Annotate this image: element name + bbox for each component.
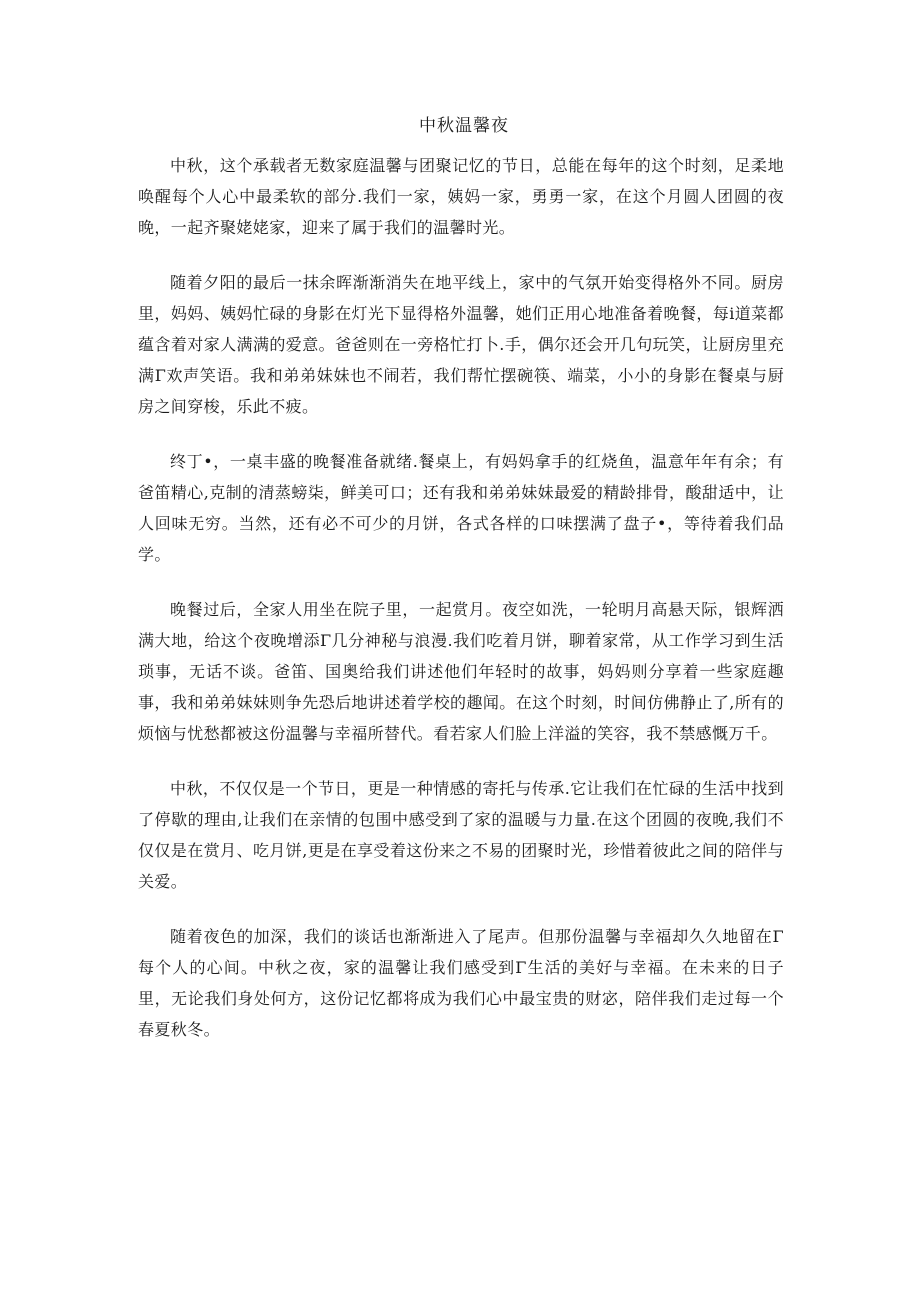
document-title: 中秋温馨夜 [419, 116, 509, 136]
paragraph-3: 终丁•，一桌丰盛的晚餐准备就绪.餐桌上，有妈妈拿手的红烧鱼，温意年年有余；有爸笛精心,克制的清蒸螃柒，鲜美可口；还有我和弟弟妹妹最爱的精龄排骨，酸甜适中，让人回味无穷。当然，还有必不可少的月饼，各式各样的口味摆满了盘子•，等待着我们品学。 [138, 452, 784, 564]
paragraph-2: 随着夕阳的最后一抹余晖渐渐消失在地平线上，家中的气氛开始变得格外不同。厨房里，妈妈、姨妈忙碌的身影在灯光下显得格外温馨，她们正用心地准备着晚餐，每i道菜都蕴含着对家人满满的爱意。爸爸则在一旁格忙打卜.手，偶尔还会开几句玩笑，让厨房里充满Γ欢声笑语。我和弟弟妹妹也不闹若，我们帮忙摆碗筷、端菜，小小的身影在餐桌与厨房之间穿梭，乐此不疲。 [138, 273, 784, 416]
paragraph-6: 随着夜色的加深，我们的谈话也渐渐进入了尾声。但那份温馨与幸福却久久地留在Γ每个人的心间。中秋之夜，家的温馨让我们感受到Γ生活的美好与幸福。在未来的日子里，无论我们身处何方，这份记忆都将成为我们心中最宝贵的财宓，陪伴我们走过每一个春夏秋冬。 [138, 927, 784, 1039]
document-body [138, 150, 784, 1069]
paragraph-1: 中秋，这个承载者无数家庭温馨与团聚记忆的节日，总能在每年的这个时刻，足柔地唤醒每个人心中最柔软的部分.我们一家，姨妈一家，勇勇一家，在这个月圆人团圆的夜晚，一起齐聚姥姥家，迎来了属于我们的温馨时光。 [138, 156, 784, 237]
paragraph-4: 晚餐过后，全家人用坐在院子里，一起赏月。夜空如洗，一轮明月高悬天际，银辉洒满大地，给这个夜晚增添Γ几分神秘与浪漫.我们吃着月饼，聊着家常，从工作学习到生活琐事，无话不谈。爸笛、国奥给我们讲述他们年轻时的故事，妈妈则分享着一些家庭趣事，我和弟弟妹妹则争先恐后地讲述着学校的趣闻。在这个时刻，时间仿佛静止了,所有的烦恼与忧愁都被这份温馨与幸福所替代。看若家人们脸上洋溢的笑容，我不禁感慨万千。 [138, 600, 784, 743]
paragraph-5: 中秋，不仅仅是一个节日，更是一种情感的寄托与传承.它让我们在忙碌的生活中找到了停歇的理由,让我们在亲情的包围中感受到了家的温暖与力量.在这个团圆的夜晚,我们不仅仅是在赏月、吃月饼,更是在享受着这份来之不易的团聚时光，珍惜着彼此之间的陪伴与关爱。 [138, 779, 784, 891]
